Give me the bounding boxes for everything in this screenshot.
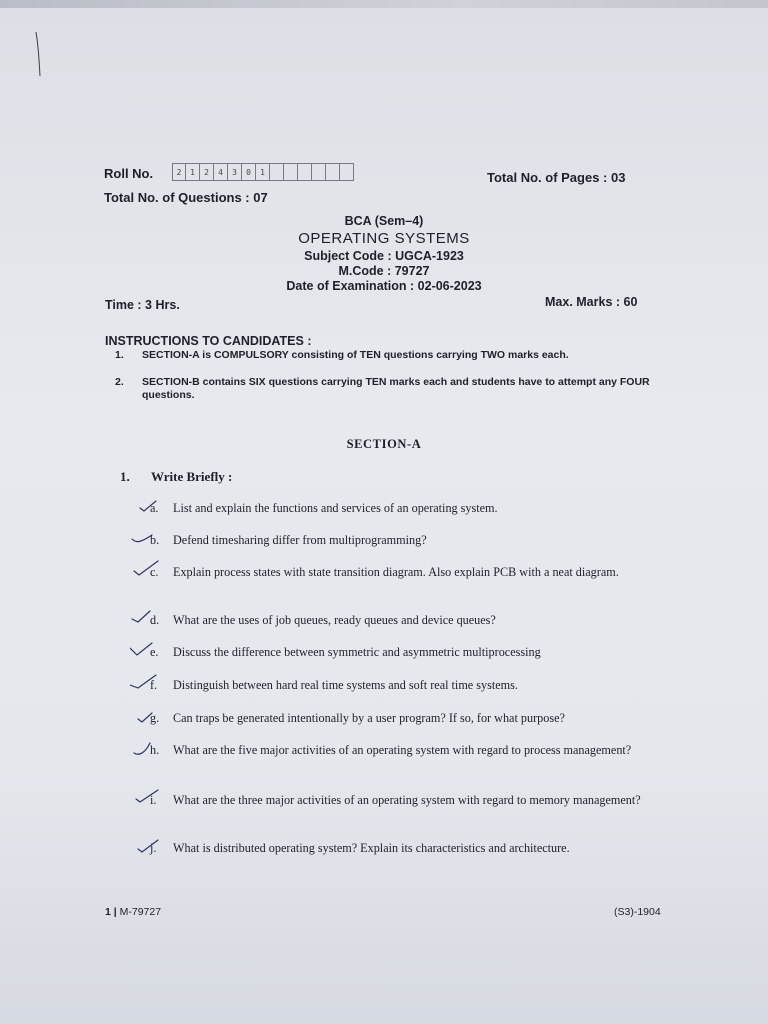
sub-question-text: Can traps be generated intentionally by a user program? If so, for what purpose? [173,711,565,725]
exam-date: Date of Examination : 02-06-2023 [286,279,482,293]
time-allowed: Time : 3 Hrs. [105,298,180,312]
instruction-number: 2. [115,376,124,388]
roll-digit-box: 3 [228,163,242,181]
footer-page-number: 1 [105,906,111,918]
sub-question-text: What are the uses of job queues, ready queues and device queues? [173,613,496,627]
sub-question-text: Distinguish between hard real time systems and soft real time systems. [173,678,518,692]
roll-digit-box: 2 [172,163,186,181]
total-pages: Total No. of Pages : 03 [487,170,626,185]
pen-stroke-mark [30,30,50,80]
sub-question-text: What are the five major activities of an operating system with regard to process management? [173,743,632,757]
instructions-heading: INSTRUCTIONS TO CANDIDATES : [105,334,312,348]
sub-question-letter: i. [150,793,157,807]
footer-serial: (S3)-1904 [614,906,661,918]
sub-question-letter: b. [150,533,160,547]
roll-no-label: Roll No. [104,166,154,181]
m-code: M.Code : 79727 [338,264,430,278]
sub-question-letter: c. [150,565,159,579]
instruction-text: SECTION-A is COMPULSORY consisting of TEN questions carrying TWO marks each. [142,349,569,361]
subject-code: Subject Code : UGCA-1923 [304,249,464,263]
sub-question-text: What are the three major activities of an operating system with regard to memory management? [173,793,641,807]
sub-question-letter: j. [150,841,157,855]
footer-page-info: 1 | M-79727 [105,906,162,918]
sub-question-letter: g. [150,711,160,725]
sub-question-text: Explain process states with state transition diagram. Also explain PCB with a neat diagram. [173,565,619,579]
sub-question-letter: f. [150,678,158,692]
section-heading: SECTION-A [346,437,422,451]
roll-digit-box: 2 [200,163,214,181]
total-questions: Total No. of Questions : 07 [104,190,268,205]
sub-question-letter: d. [150,613,160,627]
sub-question-text: Discuss the difference between symmetric and asymmetric multiprocessing [173,645,541,659]
instruction-number: 1. [115,349,124,361]
roll-digit-box: 0 [242,163,256,181]
footer-code: M-79727 [119,906,162,918]
roll-digit-box: 4 [214,163,228,181]
roll-digit-box [340,163,354,181]
max-marks: Max. Marks : 60 [545,295,638,309]
roll-digit-box: 1 [256,163,270,181]
roll-digit-box [298,163,312,181]
sub-question-text: What is distributed operating system? Explain its characteristics and architecture. [173,841,570,855]
roll-digit-box [312,163,326,181]
roll-no-boxes [172,163,354,181]
roll-digit-box [326,163,340,181]
instruction-text: SECTION-B contains SIX questions carrying TEN marks each and students have to attempt any FOUR questions. [142,376,650,401]
sub-question-letter: e. [150,645,159,659]
question-label: Write Briefly : [151,469,233,484]
course-name: BCA (Sem–4) [344,214,424,228]
roll-digit-box: 1 [186,163,200,181]
sub-question-text: Defend timesharing differ from multiprogramming? [173,533,427,547]
roll-digit-box [284,163,298,181]
sub-question-letter: h. [150,743,160,757]
sub-question-text: List and explain the functions and services of an operating system. [173,501,498,515]
question-number: 1. [120,469,130,484]
roll-digit-box [270,163,284,181]
sub-question-letter: a. [150,501,159,515]
subject-title: OPERATING SYSTEMS [298,230,470,247]
